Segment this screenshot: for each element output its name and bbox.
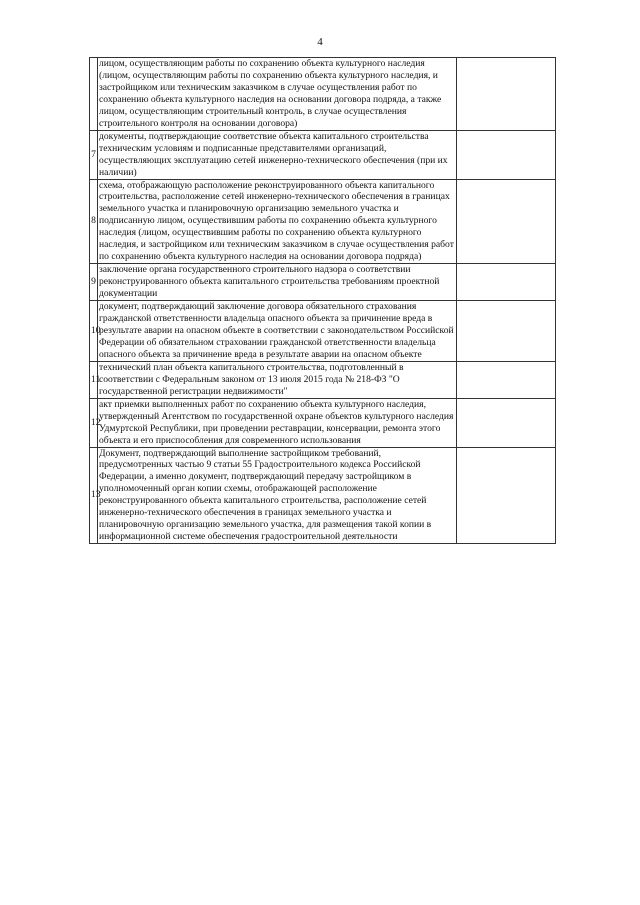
row-text: технический план объекта капитального строительства, подготовленный в соответствии с Федеральным законом от 13 июля 2015 года № 218-ФЗ "О государственной регистрации недвижимости" bbox=[98, 361, 457, 398]
row-value-cell bbox=[457, 179, 556, 264]
table-row bbox=[90, 398, 556, 447]
row-text: лицом, осуществляющим работы по сохранению объекта культурного наследия (лицом, осуществляющим работы по сохранению объекта культурного наследия, и застройщиком или техническим заказчиком в случае осуществления работ по сохранению объекта культурного наследия на основании договора подряда, а также лицом, осуществляющим строительный контроль, в случае осуществления строительного контроля на основании договора) bbox=[98, 58, 457, 131]
row-number: 8 bbox=[90, 179, 98, 264]
row-text: схема, отображающую расположение реконструированного объекта капитального строительства, расположение сетей инженерно-технического обеспечения в границах земельного участка и планировочную организацию земельного участка и подписанную лицом, осуществившим работы по сохранению объекта культурного наследия (лицом, осуществившим работы по сохранению объекта культурного наследия, и застройщиком или техническим заказчиком в случае осуществления работ по сохранению объекта культурного наследия на основании договора подряда) bbox=[98, 179, 457, 264]
row-value-cell bbox=[457, 361, 556, 398]
row-value-cell bbox=[457, 264, 556, 301]
row-number: 11 bbox=[90, 361, 98, 398]
table-row bbox=[90, 447, 556, 544]
row-number: 10 bbox=[90, 301, 98, 362]
documents-table bbox=[89, 57, 556, 544]
table-row bbox=[90, 361, 556, 398]
table-row bbox=[90, 179, 556, 264]
table-row bbox=[90, 264, 556, 301]
row-number: 12 bbox=[90, 398, 98, 447]
table-row bbox=[90, 130, 556, 179]
row-text: заключение органа государственного строительного надзора о соответствии реконструированного объекта капитального строительства требованиям проектной документации bbox=[98, 264, 457, 301]
row-number bbox=[90, 58, 98, 131]
row-value-cell bbox=[457, 447, 556, 544]
row-text: Документ, подтверждающий выполнение застройщиком требований, предусмотренных частью 9 статьи 55 Градостроительного кодекса Российской Федерации, а именно документ, подтверждающий передачу застройщиком в уполномоченный орган копии схемы, отображающей расположение реконструированного объекта капитального строительства, расположение сетей инженерно-технического обеспечения в границах земельного участка и планировочную организацию земельного участка, для размещения такой копии в информационной системе обеспечения градостроительной деятельности bbox=[98, 447, 457, 544]
row-value-cell bbox=[457, 130, 556, 179]
row-value-cell bbox=[457, 301, 556, 362]
row-value-cell bbox=[457, 58, 556, 131]
table-row bbox=[90, 301, 556, 362]
page-number: 4 bbox=[317, 36, 323, 48]
row-text: документ, подтверждающий заключение договора обязательного страхования гражданской ответственности владельца опасного объекта за причинение вреда в результате аварии на опасном объекте в соответствии с законодательством Российской Федерации об обязательном страховании гражданской ответственности владельца опасного объекта за причинение вреда в результате аварии на опасном объекте bbox=[98, 301, 457, 362]
row-number: 13 bbox=[90, 447, 98, 544]
row-value-cell bbox=[457, 398, 556, 447]
table-row bbox=[90, 58, 556, 131]
row-text: акт приемки выполненных работ по сохранению объекта культурного наследия, утвержденный Агентством по государственной охране объектов культурного наследия Удмуртской Республики, при проведении реставрации, консервации, ремонта этого объекта и его приспособления для современного использования bbox=[98, 398, 457, 447]
row-number: 7 bbox=[90, 130, 98, 179]
row-text: документы, подтверждающие соответствие объекта капитального строительства техническим условиям и подписанные представителями организаций, осуществляющих эксплуатацию сетей инженерно-технического обеспечения (при их наличии) bbox=[98, 130, 457, 179]
row-number: 9 bbox=[90, 264, 98, 301]
